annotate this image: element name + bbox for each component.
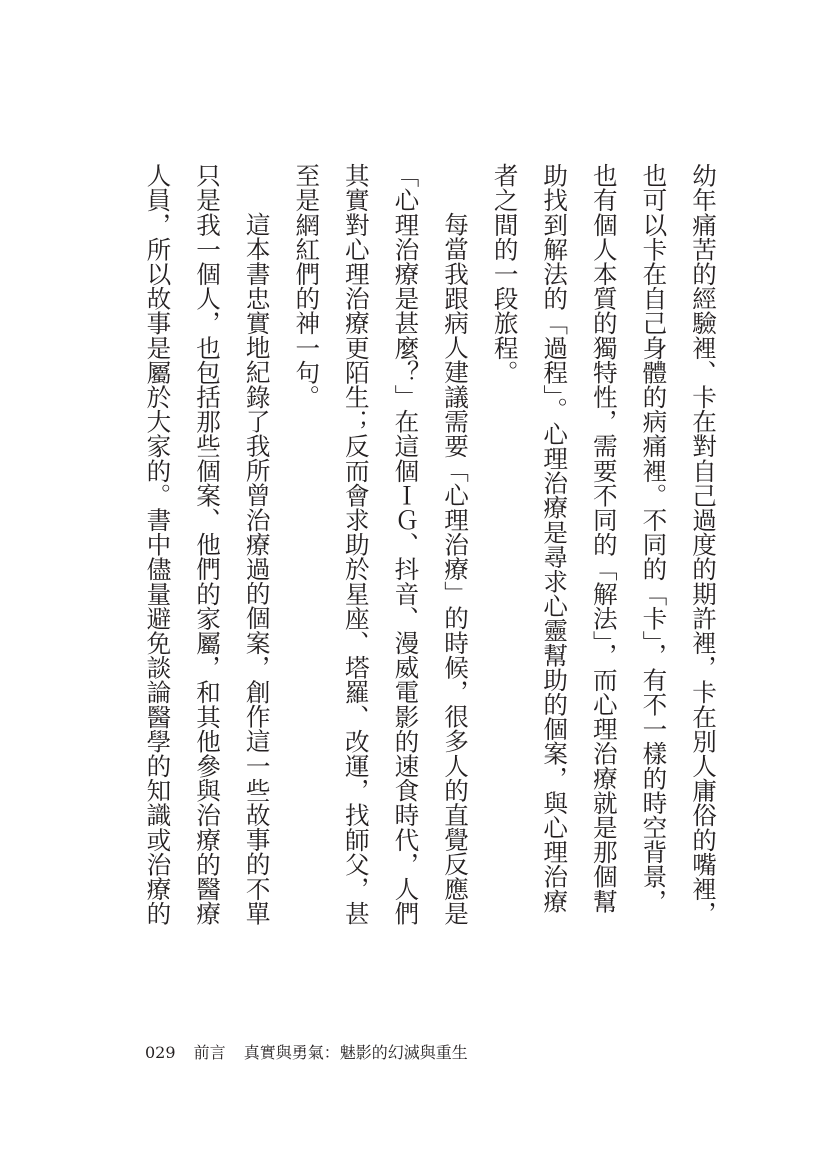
paragraph-1 bbox=[480, 163, 728, 928]
page-number: 029 bbox=[145, 1043, 176, 1062]
text-column: 也有個人本質的獨特性，需要不同的「解法」，而心理治療就是那個幫 bbox=[589, 163, 619, 914]
text-column: 每當我跟病人建議需要「心理治療」的時候，很多人的直覺反應是 bbox=[441, 212, 471, 926]
text-column: 「心理治療是甚麼？」在這個ＩＧ、抖音、漫威電影的速食時代，人們 bbox=[391, 163, 421, 926]
text-column: 幼年痛苦的經驗裡、卡在對自己過度的期許裡，卡在別人庸俗的嘴裡， bbox=[689, 163, 718, 926]
text-column: 只是我一個人，也包括那些個案、他們的家屬，和其他參與治療的醫療 bbox=[193, 163, 223, 926]
running-footer bbox=[145, 1042, 468, 1064]
text-column: 至是網紅們的神一句。 bbox=[292, 163, 322, 409]
vertical-body-text bbox=[133, 163, 728, 928]
paragraph-3 bbox=[133, 163, 282, 928]
paragraph-2 bbox=[282, 163, 480, 928]
text-column: 者之間的一段旅程。 bbox=[490, 163, 520, 385]
text-column: 助找到解法的「過程」。心理治療是尋求心靈幫助的個案，與心理治療 bbox=[540, 163, 570, 914]
text-column: 其實對心理治療更陌生；反而會求助於星座、塔羅、改運，找師父，甚 bbox=[341, 163, 371, 926]
chapter-title: 真實與勇氣：魅影的幻滅與重生 bbox=[243, 1043, 468, 1062]
text-column: 也可以卡在自己身體的病痛裡。不同的「卡」，有不一樣的時空背景， bbox=[639, 163, 669, 914]
text-column: 這本書忠實地紀錄了我所曾治療過的個案，創作這一些故事的不單 bbox=[242, 212, 272, 926]
section-label: 前言 bbox=[193, 1043, 226, 1062]
text-column: 人員，所以故事是屬於大家的。書中儘量避免談論醫學的知識或治療的 bbox=[143, 163, 173, 926]
